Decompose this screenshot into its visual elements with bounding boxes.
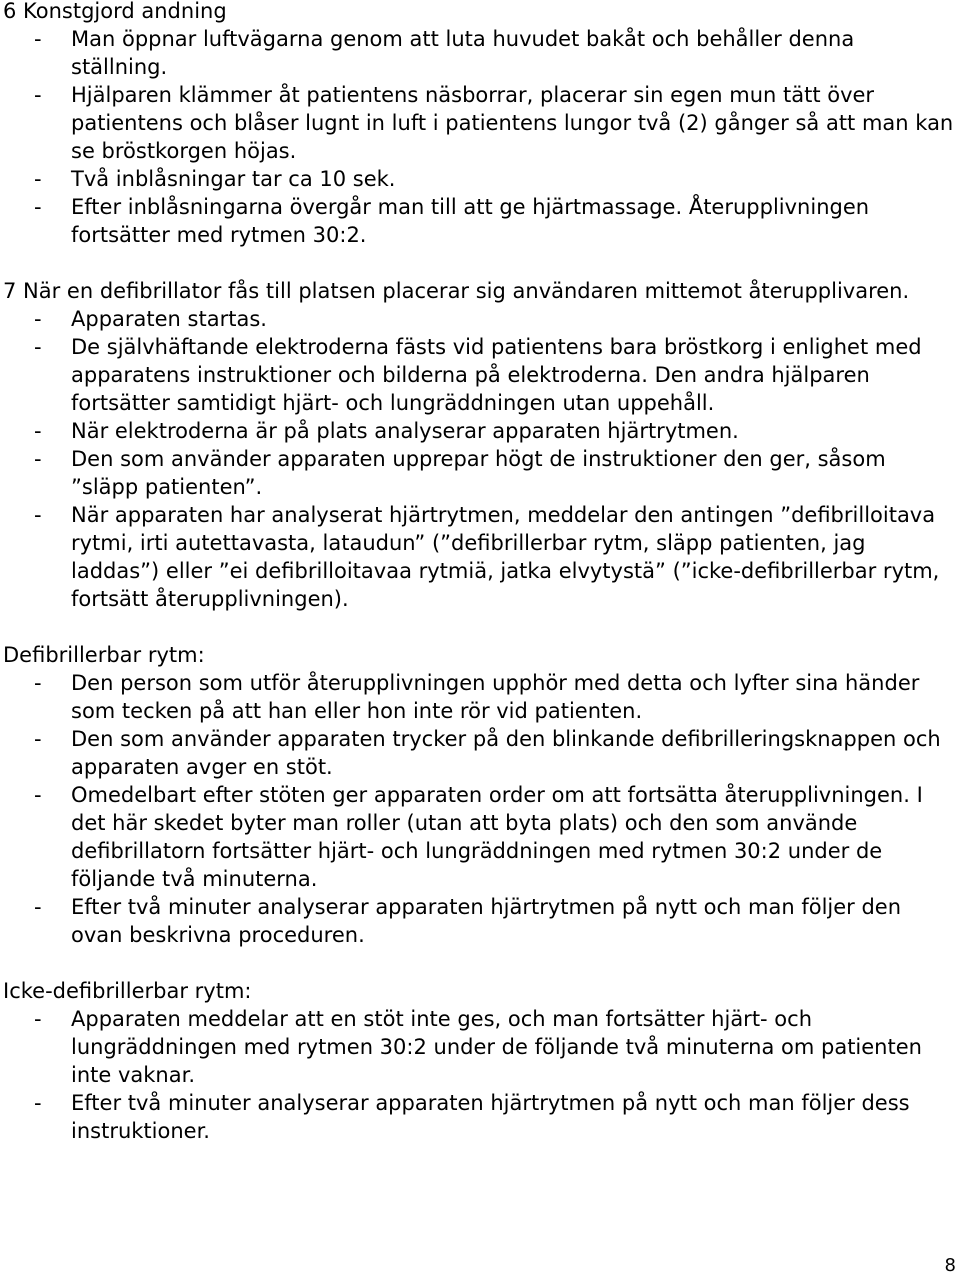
dash-bullet: - <box>34 167 42 191</box>
section-heading: Defibrillerbar rytm: <box>3 643 205 667</box>
dash-bullet: - <box>34 27 42 51</box>
list-item-text: Man öppnar luftvägarna genom att luta huvudet bakåt och behåller denna ställning. <box>71 27 855 79</box>
dash-bullet: - <box>34 503 42 527</box>
dash-bullet: - <box>34 895 42 919</box>
page-content <box>3 0 955 1145</box>
dash-bullet: - <box>34 783 42 807</box>
dash-bullet: - <box>34 307 42 331</box>
list-item <box>3 333 955 417</box>
list-item-text: Apparaten startas. <box>71 307 267 331</box>
dash-bullet: - <box>34 671 42 695</box>
section-artificial-respiration <box>3 0 955 249</box>
list-item-text: Två inblåsningar tar ca 10 sek. <box>71 167 396 191</box>
list-item-text: De självhäftande elektroderna fästs vid patientens bara bröstkorg i enlighet med apparatens instruktioner och bilderna på elektroderna. Den andra hjälparen fortsätter samtidigt hjärt- och lungräddningen utan uppehåll. <box>71 335 922 415</box>
list-item <box>3 893 955 949</box>
list-item-text: Den som använder apparaten trycker på den blinkande defibrilleringsknappen och apparaten avger en stöt. <box>71 727 941 779</box>
list-item <box>3 1089 955 1145</box>
list-item <box>3 781 955 893</box>
list-item <box>3 165 955 193</box>
list-item <box>3 193 955 249</box>
section-defibrillator <box>3 277 955 613</box>
dash-bullet: - <box>34 335 42 359</box>
list-item-text: När apparaten har analyserat hjärtrytmen, meddelar den antingen ”defibrilloitava rytmi, irti autettavasta, lataudun” (”defibrillerbar rytm, släpp patienten, jag laddas”) eller ”ei defibrilloitavaa rytmiä, jatka elvytystä” (”icke-defibrillerbar rytm, fortsätt återupplivningen). <box>71 503 940 611</box>
list-item <box>3 725 955 781</box>
dash-bullet: - <box>34 419 42 443</box>
section-heading: Icke-defibrillerbar rytm: <box>3 979 252 1003</box>
bullet-list <box>3 25 955 249</box>
dash-bullet: - <box>34 727 42 751</box>
list-item <box>3 445 955 501</box>
list-item-text: Den som använder apparaten upprepar högt de instruktioner den ger, såsom ”släpp patienten”. <box>71 447 886 499</box>
list-item <box>3 669 955 725</box>
list-item-text: Apparaten meddelar att en stöt inte ges, och man fortsätter hjärt- och lungräddningen med rytmen 30:2 under de följande två minuterna om patienten inte vaknar. <box>71 1007 922 1087</box>
bullet-list <box>3 305 955 613</box>
list-item-text: Den person som utför återupplivningen upphör med detta och lyfter sina händer som tecken på att han eller hon inte rör vid patienten. <box>71 671 920 723</box>
bullet-list <box>3 669 955 949</box>
dash-bullet: - <box>34 1091 42 1115</box>
dash-bullet: - <box>34 195 42 219</box>
dash-bullet: - <box>34 1007 42 1031</box>
dash-bullet: - <box>34 83 42 107</box>
list-item <box>3 305 955 333</box>
section-shockable-rhythm <box>3 641 955 949</box>
list-item <box>3 501 955 613</box>
list-item-text: Efter två minuter analyserar apparaten hjärtrytmen på nytt och man följer den ovan beskrivna proceduren. <box>71 895 902 947</box>
list-item <box>3 1005 955 1089</box>
list-item <box>3 25 955 81</box>
dash-bullet: - <box>34 447 42 471</box>
section-heading: 7 När en defibrillator fås till platsen placerar sig användaren mittemot återupplivaren. <box>3 279 910 303</box>
section-heading: 6 Konstgjord andning <box>3 0 227 23</box>
section-non-shockable-rhythm <box>3 977 955 1145</box>
list-item-text: Hjälparen klämmer åt patientens näsborrar, placerar sin egen mun tätt över patientens och blåser lugnt in luft i patientens lungor två (2) gånger så att man kan se bröstkorgen höjas. <box>71 83 954 163</box>
list-item <box>3 81 955 165</box>
bullet-list <box>3 1005 955 1145</box>
list-item-text: När elektroderna är på plats analyserar apparaten hjärtrytmen. <box>71 419 739 443</box>
list-item-text: Omedelbart efter stöten ger apparaten order om att fortsätta återupplivningen. I det här skedet byter man roller (utan att byta plats) och den som använde defibrillatorn fortsätter hjärt- och lungräddningen med rytmen 30:2 under de följande två minuterna. <box>71 783 923 891</box>
list-item-text: Efter två minuter analyserar apparaten hjärtrytmen på nytt och man följer dess instruktioner. <box>71 1091 910 1143</box>
list-item <box>3 417 955 445</box>
list-item-text: Efter inblåsningarna övergår man till att ge hjärtmassage. Återupplivningen fortsätter med rytmen 30:2. <box>71 195 870 247</box>
page-number: 8 <box>944 1255 956 1276</box>
